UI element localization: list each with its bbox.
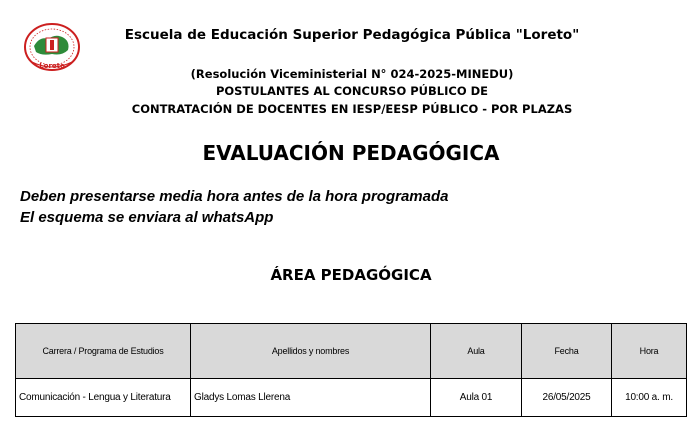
cell-time: 10:00 a. m. (612, 379, 687, 417)
cell-date: 26/05/2025 (522, 379, 612, 417)
schedule-table (15, 323, 687, 417)
cell-name: Gladys Lomas Llerena (191, 379, 431, 417)
section-title: ÁREA PEDAGÓGICA (270, 266, 432, 284)
postulants-line-2: CONTRATACIÓN DE DOCENTES EN IESP/EESP PÚBLICO - POR PLAZAS (131, 102, 573, 116)
page-title: EVALUACIÓN PEDAGÓGICA (202, 141, 500, 165)
resolution-text: (Resolución Viceministerial N° 024-2025-MINEDU) (190, 67, 514, 81)
school-name: Escuela de Educación Superior Pedagógica Pública "Loreto" (124, 27, 580, 43)
column-header-date: Fecha (522, 324, 612, 379)
cell-program: Comunicación - Lengua y Literatura (16, 379, 191, 417)
cell-room: Aula 01 (431, 379, 522, 417)
column-header-name: Apellidos y nombres (191, 324, 431, 379)
table-row (16, 379, 687, 417)
column-header-room: Aula (431, 324, 522, 379)
instruction-note-2: El esquema se enviara al whatsApp (20, 209, 274, 226)
column-header-time: Hora (612, 324, 687, 379)
column-header-program: Carrera / Programa de Estudios (16, 324, 191, 379)
postulants-line-1: POSTULANTES AL CONCURSO PÚBLICO DE (215, 84, 489, 98)
table-header-row (16, 324, 687, 379)
instruction-note-1: Deben presentarse media hora antes de la hora programada (20, 188, 449, 205)
logo-label: Loreto (39, 62, 65, 70)
